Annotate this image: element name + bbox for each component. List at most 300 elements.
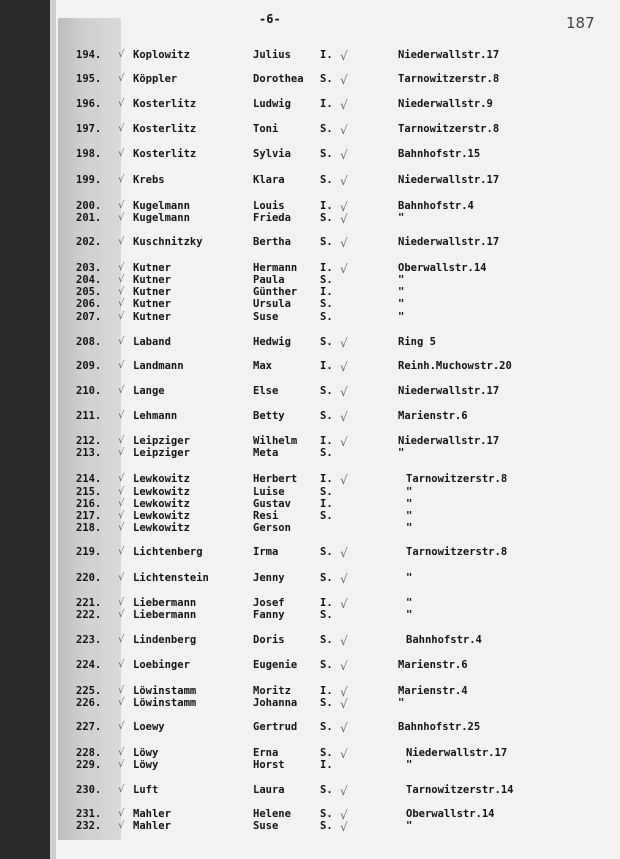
given-name: Doris xyxy=(253,634,285,646)
entry-number: 196. xyxy=(76,98,102,110)
check-mark: √ xyxy=(118,447,125,458)
category: S. xyxy=(320,274,333,286)
address: Bahnhofstr.4 xyxy=(406,634,482,646)
check-mark: √ xyxy=(118,759,125,770)
surname: Landmann xyxy=(133,360,184,372)
surname: Laband xyxy=(133,336,171,348)
page-number: -6- xyxy=(259,12,281,26)
check-mark: √ xyxy=(118,784,125,795)
check-mark: √ xyxy=(118,486,125,497)
address: " xyxy=(406,486,413,498)
entry-number: 199. xyxy=(76,174,102,186)
given-name: Paula xyxy=(253,274,285,286)
category: S. xyxy=(320,298,333,310)
surname: Lehmann xyxy=(133,410,178,422)
given-name: Günther xyxy=(253,286,298,298)
given-name: Resi xyxy=(253,510,279,522)
address: Niederwallstr.17 xyxy=(406,747,508,759)
entry-row xyxy=(0,609,620,621)
category: S. xyxy=(320,336,333,348)
check-mark: √ xyxy=(118,200,125,211)
tick-mark: √ xyxy=(340,784,348,798)
entry-row xyxy=(0,473,620,485)
entry-number: 194. xyxy=(76,49,102,61)
entry-number: 230. xyxy=(76,784,102,796)
category: I. xyxy=(320,759,333,771)
entry-row xyxy=(0,435,620,447)
entry-row xyxy=(0,486,620,498)
surname: Löwy xyxy=(133,759,159,771)
surname: Loebinger xyxy=(133,659,190,671)
address: Reinh.Muchowstr.20 xyxy=(398,360,512,372)
entry-row xyxy=(0,148,620,160)
category: S. xyxy=(320,486,333,498)
tick-mark: √ xyxy=(340,747,348,761)
given-name: Laura xyxy=(253,784,285,796)
entry-row xyxy=(0,634,620,646)
category: S. xyxy=(320,572,333,584)
address: Marienstr.6 xyxy=(398,659,468,671)
surname: Mahler xyxy=(133,820,171,832)
address: Bahnhofstr.4 xyxy=(398,200,474,212)
check-mark: √ xyxy=(118,435,125,446)
surname: Lange xyxy=(133,385,165,397)
check-mark: √ xyxy=(118,174,125,185)
check-mark: √ xyxy=(118,597,125,608)
entry-row xyxy=(0,174,620,186)
category: S. xyxy=(320,784,333,796)
address: " xyxy=(398,274,405,286)
tick-mark: √ xyxy=(340,73,348,87)
entry-row xyxy=(0,49,620,61)
tick-mark: √ xyxy=(340,123,348,137)
given-name: Hermann xyxy=(253,262,298,274)
category: S. xyxy=(320,148,333,160)
category: S. xyxy=(320,410,333,422)
entry-row xyxy=(0,212,620,224)
surname: Kosterlitz xyxy=(133,123,197,135)
tick-mark: √ xyxy=(340,473,348,487)
entry-number: 203. xyxy=(76,262,102,274)
category: I. xyxy=(320,98,333,110)
entry-number: 218. xyxy=(76,522,102,534)
surname: Kuschnitzky xyxy=(133,236,203,248)
check-mark: √ xyxy=(118,98,125,109)
address: " xyxy=(406,572,413,584)
surname: Löwinstamm xyxy=(133,685,197,697)
address: Niederwallstr.17 xyxy=(398,385,500,397)
category: S. xyxy=(320,73,333,85)
surname: Kugelmann xyxy=(133,212,190,224)
tick-mark: √ xyxy=(340,174,348,188)
tick-mark: √ xyxy=(340,572,348,586)
address: Bahnhofstr.25 xyxy=(398,721,481,733)
surname: Liebermann xyxy=(133,609,197,621)
check-mark: √ xyxy=(118,274,125,285)
given-name: Johanna xyxy=(253,697,298,709)
category: S. xyxy=(320,447,333,459)
entry-row xyxy=(0,572,620,584)
entry-row xyxy=(0,236,620,248)
address: " xyxy=(398,697,405,709)
check-mark: √ xyxy=(118,49,125,60)
entry-number: 221. xyxy=(76,597,102,609)
address: " xyxy=(398,311,405,323)
entry-number: 219. xyxy=(76,546,102,558)
given-name: Louis xyxy=(253,200,285,212)
surname: Lewkowitz xyxy=(133,498,190,510)
tick-mark: √ xyxy=(340,200,348,214)
entry-number: 211. xyxy=(76,410,102,422)
entry-number: 216. xyxy=(76,498,102,510)
address: Marienstr.6 xyxy=(398,410,468,422)
address: " xyxy=(406,498,413,510)
given-name: Meta xyxy=(253,447,279,459)
entry-number: 222. xyxy=(76,609,102,621)
check-mark: √ xyxy=(118,659,125,670)
entry-row xyxy=(0,697,620,709)
entry-row xyxy=(0,274,620,286)
category: S. xyxy=(320,174,333,186)
check-mark: √ xyxy=(118,360,125,371)
entry-row xyxy=(0,747,620,759)
address: Oberwallstr.14 xyxy=(398,262,487,274)
given-name: Gerson xyxy=(253,522,291,534)
check-mark: √ xyxy=(118,498,125,509)
entry-row xyxy=(0,73,620,85)
tick-mark: √ xyxy=(340,336,348,350)
address: Tarnowitzerstr.8 xyxy=(406,546,508,558)
entry-row xyxy=(0,200,620,212)
given-name: Herbert xyxy=(253,473,298,485)
check-mark: √ xyxy=(118,820,125,831)
entry-row xyxy=(0,447,620,459)
category: I. xyxy=(320,49,333,61)
surname: Luft xyxy=(133,784,159,796)
entry-row xyxy=(0,98,620,110)
entry-row xyxy=(0,522,620,534)
given-name: Bertha xyxy=(253,236,291,248)
check-mark: √ xyxy=(118,685,125,696)
category: I. xyxy=(320,435,333,447)
category: I. xyxy=(320,498,333,510)
given-name: Erna xyxy=(253,747,279,759)
surname: Loewy xyxy=(133,721,165,733)
check-mark: √ xyxy=(118,73,125,84)
check-mark: √ xyxy=(118,262,125,273)
given-name: Betty xyxy=(253,410,285,422)
entry-number: 213. xyxy=(76,447,102,459)
margin-shading xyxy=(58,18,121,840)
entry-number: 200. xyxy=(76,200,102,212)
tick-mark: √ xyxy=(340,410,348,424)
check-mark: √ xyxy=(118,336,125,347)
entry-number: 204. xyxy=(76,274,102,286)
surname: Lewkowitz xyxy=(133,510,190,522)
tick-mark: √ xyxy=(340,385,348,399)
entry-number: 201. xyxy=(76,212,102,224)
surname: Kosterlitz xyxy=(133,148,197,160)
surname: Kutner xyxy=(133,286,171,298)
entry-number: 226. xyxy=(76,697,102,709)
entry-number: 227. xyxy=(76,721,102,733)
entry-number: 208. xyxy=(76,336,102,348)
entry-row xyxy=(0,385,620,397)
surname: Kutner xyxy=(133,311,171,323)
entry-number: 220. xyxy=(76,572,102,584)
entry-row xyxy=(0,510,620,522)
tick-mark: √ xyxy=(340,98,348,112)
given-name: Horst xyxy=(253,759,285,771)
check-mark: √ xyxy=(118,473,125,484)
entry-row xyxy=(0,659,620,671)
tick-mark: √ xyxy=(340,697,348,711)
address: Marienstr.4 xyxy=(398,685,468,697)
category: S. xyxy=(320,721,333,733)
address: Ring 5 xyxy=(398,336,436,348)
tick-mark: √ xyxy=(340,49,348,63)
entry-number: 223. xyxy=(76,634,102,646)
address: Niederwallstr.17 xyxy=(398,236,500,248)
entry-number: 206. xyxy=(76,298,102,310)
given-name: Suse xyxy=(253,311,279,323)
address: Niederwallstr.9 xyxy=(398,98,493,110)
address: Tarnowitzerstr.14 xyxy=(406,784,514,796)
given-name: Julius xyxy=(253,49,291,61)
entry-row xyxy=(0,311,620,323)
entry-row xyxy=(0,336,620,348)
check-mark: √ xyxy=(118,286,125,297)
category: S. xyxy=(320,236,333,248)
address: Niederwallstr.17 xyxy=(398,174,500,186)
check-mark: √ xyxy=(118,721,125,732)
entry-row xyxy=(0,721,620,733)
check-mark: √ xyxy=(118,808,125,819)
address: Bahnhofstr.15 xyxy=(398,148,481,160)
surname: Kutner xyxy=(133,262,171,274)
address: Tarnowitzerstr.8 xyxy=(398,123,500,135)
entry-row xyxy=(0,685,620,697)
surname: Lichtenstein xyxy=(133,572,209,584)
address: Tarnowitzerstr.8 xyxy=(398,73,500,85)
entry-row xyxy=(0,820,620,832)
entry-number: 217. xyxy=(76,510,102,522)
entry-row xyxy=(0,808,620,820)
entry-row xyxy=(0,262,620,274)
category: S. xyxy=(320,212,333,224)
address: " xyxy=(406,820,413,832)
entry-number: 207. xyxy=(76,311,102,323)
tick-mark: √ xyxy=(340,236,348,250)
category: I. xyxy=(320,360,333,372)
given-name: Dorothea xyxy=(253,73,304,85)
address: Tarnowitzerstr.8 xyxy=(406,473,508,485)
given-name: Frieda xyxy=(253,212,291,224)
entry-number: 202. xyxy=(76,236,102,248)
address: " xyxy=(398,447,405,459)
tick-mark: √ xyxy=(340,546,348,560)
entry-row xyxy=(0,298,620,310)
given-name: Eugenie xyxy=(253,659,298,671)
category: S. xyxy=(320,510,333,522)
entry-number: 210. xyxy=(76,385,102,397)
address: " xyxy=(398,286,405,298)
entry-number: 229. xyxy=(76,759,102,771)
check-mark: √ xyxy=(118,609,125,620)
entry-number: 224. xyxy=(76,659,102,671)
entry-row xyxy=(0,784,620,796)
check-mark: √ xyxy=(118,236,125,247)
category: I. xyxy=(320,262,333,274)
entry-row xyxy=(0,546,620,558)
given-name: Toni xyxy=(253,123,279,135)
tick-mark: √ xyxy=(340,634,348,648)
category: I. xyxy=(320,200,333,212)
check-mark: √ xyxy=(118,311,125,322)
given-name: Wilhelm xyxy=(253,435,298,447)
tick-mark: √ xyxy=(340,597,348,611)
address: " xyxy=(406,597,413,609)
entry-row xyxy=(0,360,620,372)
check-mark: √ xyxy=(118,634,125,645)
check-mark: √ xyxy=(118,148,125,159)
category: S. xyxy=(320,311,333,323)
entry-number: 198. xyxy=(76,148,102,160)
category: S. xyxy=(320,820,333,832)
category: S. xyxy=(320,808,333,820)
category: S. xyxy=(320,609,333,621)
entry-number: 228. xyxy=(76,747,102,759)
entry-row xyxy=(0,410,620,422)
folio-number: 187 xyxy=(566,14,595,32)
entry-number: 225. xyxy=(76,685,102,697)
category: I. xyxy=(320,286,333,298)
surname: Mahler xyxy=(133,808,171,820)
entry-number: 215. xyxy=(76,486,102,498)
entry-row xyxy=(0,759,620,771)
check-mark: √ xyxy=(118,697,125,708)
entry-row xyxy=(0,123,620,135)
tick-mark: √ xyxy=(340,685,348,699)
surname: Krebs xyxy=(133,174,165,186)
given-name: Josef xyxy=(253,597,285,609)
entry-row xyxy=(0,286,620,298)
check-mark: √ xyxy=(118,123,125,134)
category: I. xyxy=(320,685,333,697)
check-mark: √ xyxy=(118,298,125,309)
given-name: Moritz xyxy=(253,685,291,697)
address: " xyxy=(406,510,413,522)
tick-mark: √ xyxy=(340,820,348,834)
surname: Liebermann xyxy=(133,597,197,609)
surname: Kutner xyxy=(133,298,171,310)
tick-mark: √ xyxy=(340,659,348,673)
given-name: Gertrud xyxy=(253,721,298,733)
surname: Köppler xyxy=(133,73,178,85)
given-name: Suse xyxy=(253,820,279,832)
category: I. xyxy=(320,597,333,609)
category: S. xyxy=(320,634,333,646)
tick-mark: √ xyxy=(340,262,348,276)
surname: Leipziger xyxy=(133,435,190,447)
tick-mark: √ xyxy=(340,721,348,735)
surname: Lewkowitz xyxy=(133,522,190,534)
entry-number: 205. xyxy=(76,286,102,298)
address: " xyxy=(398,298,405,310)
tick-mark: √ xyxy=(340,360,348,374)
given-name: Max xyxy=(253,360,272,372)
given-name: Jenny xyxy=(253,572,285,584)
entry-row xyxy=(0,498,620,510)
given-name: Fanny xyxy=(253,609,285,621)
address: " xyxy=(406,609,413,621)
address: Niederwallstr.17 xyxy=(398,435,500,447)
surname: Leipziger xyxy=(133,447,190,459)
check-mark: √ xyxy=(118,510,125,521)
category: S. xyxy=(320,697,333,709)
entry-number: 231. xyxy=(76,808,102,820)
entry-row xyxy=(0,597,620,609)
check-mark: √ xyxy=(118,522,125,533)
given-name: Hedwig xyxy=(253,336,291,348)
surname: Lewkowitz xyxy=(133,473,190,485)
given-name: Ludwig xyxy=(253,98,291,110)
given-name: Irma xyxy=(253,546,279,558)
entry-number: 197. xyxy=(76,123,102,135)
address: Oberwallstr.14 xyxy=(406,808,495,820)
entry-number: 212. xyxy=(76,435,102,447)
address: Niederwallstr.17 xyxy=(398,49,500,61)
check-mark: √ xyxy=(118,212,125,223)
address: " xyxy=(406,759,413,771)
category: S. xyxy=(320,747,333,759)
surname: Lichtenberg xyxy=(133,546,203,558)
check-mark: √ xyxy=(118,546,125,557)
entry-number: 195. xyxy=(76,73,102,85)
surname: Lewkowitz xyxy=(133,486,190,498)
surname: Kugelmann xyxy=(133,200,190,212)
check-mark: √ xyxy=(118,410,125,421)
surname: Kutner xyxy=(133,274,171,286)
given-name: Ursula xyxy=(253,298,291,310)
category: I. xyxy=(320,473,333,485)
entry-number: 209. xyxy=(76,360,102,372)
category: S. xyxy=(320,659,333,671)
given-name: Sylvia xyxy=(253,148,291,160)
surname: Kosterlitz xyxy=(133,98,197,110)
address: " xyxy=(398,212,405,224)
given-name: Luise xyxy=(253,486,285,498)
entry-number: 232. xyxy=(76,820,102,832)
given-name: Klara xyxy=(253,174,285,186)
surname: Koplowitz xyxy=(133,49,190,61)
given-name: Else xyxy=(253,385,279,397)
surname: Löwy xyxy=(133,747,159,759)
category: S. xyxy=(320,123,333,135)
check-mark: √ xyxy=(118,572,125,583)
tick-mark: √ xyxy=(340,808,348,822)
tick-mark: √ xyxy=(340,435,348,449)
given-name: Helene xyxy=(253,808,291,820)
tick-mark: √ xyxy=(340,148,348,162)
given-name: Gustav xyxy=(253,498,291,510)
category: S. xyxy=(320,385,333,397)
check-mark: √ xyxy=(118,385,125,396)
category: S. xyxy=(320,546,333,558)
tick-mark: √ xyxy=(340,212,348,226)
check-mark: √ xyxy=(118,747,125,758)
entry-number: 214. xyxy=(76,473,102,485)
